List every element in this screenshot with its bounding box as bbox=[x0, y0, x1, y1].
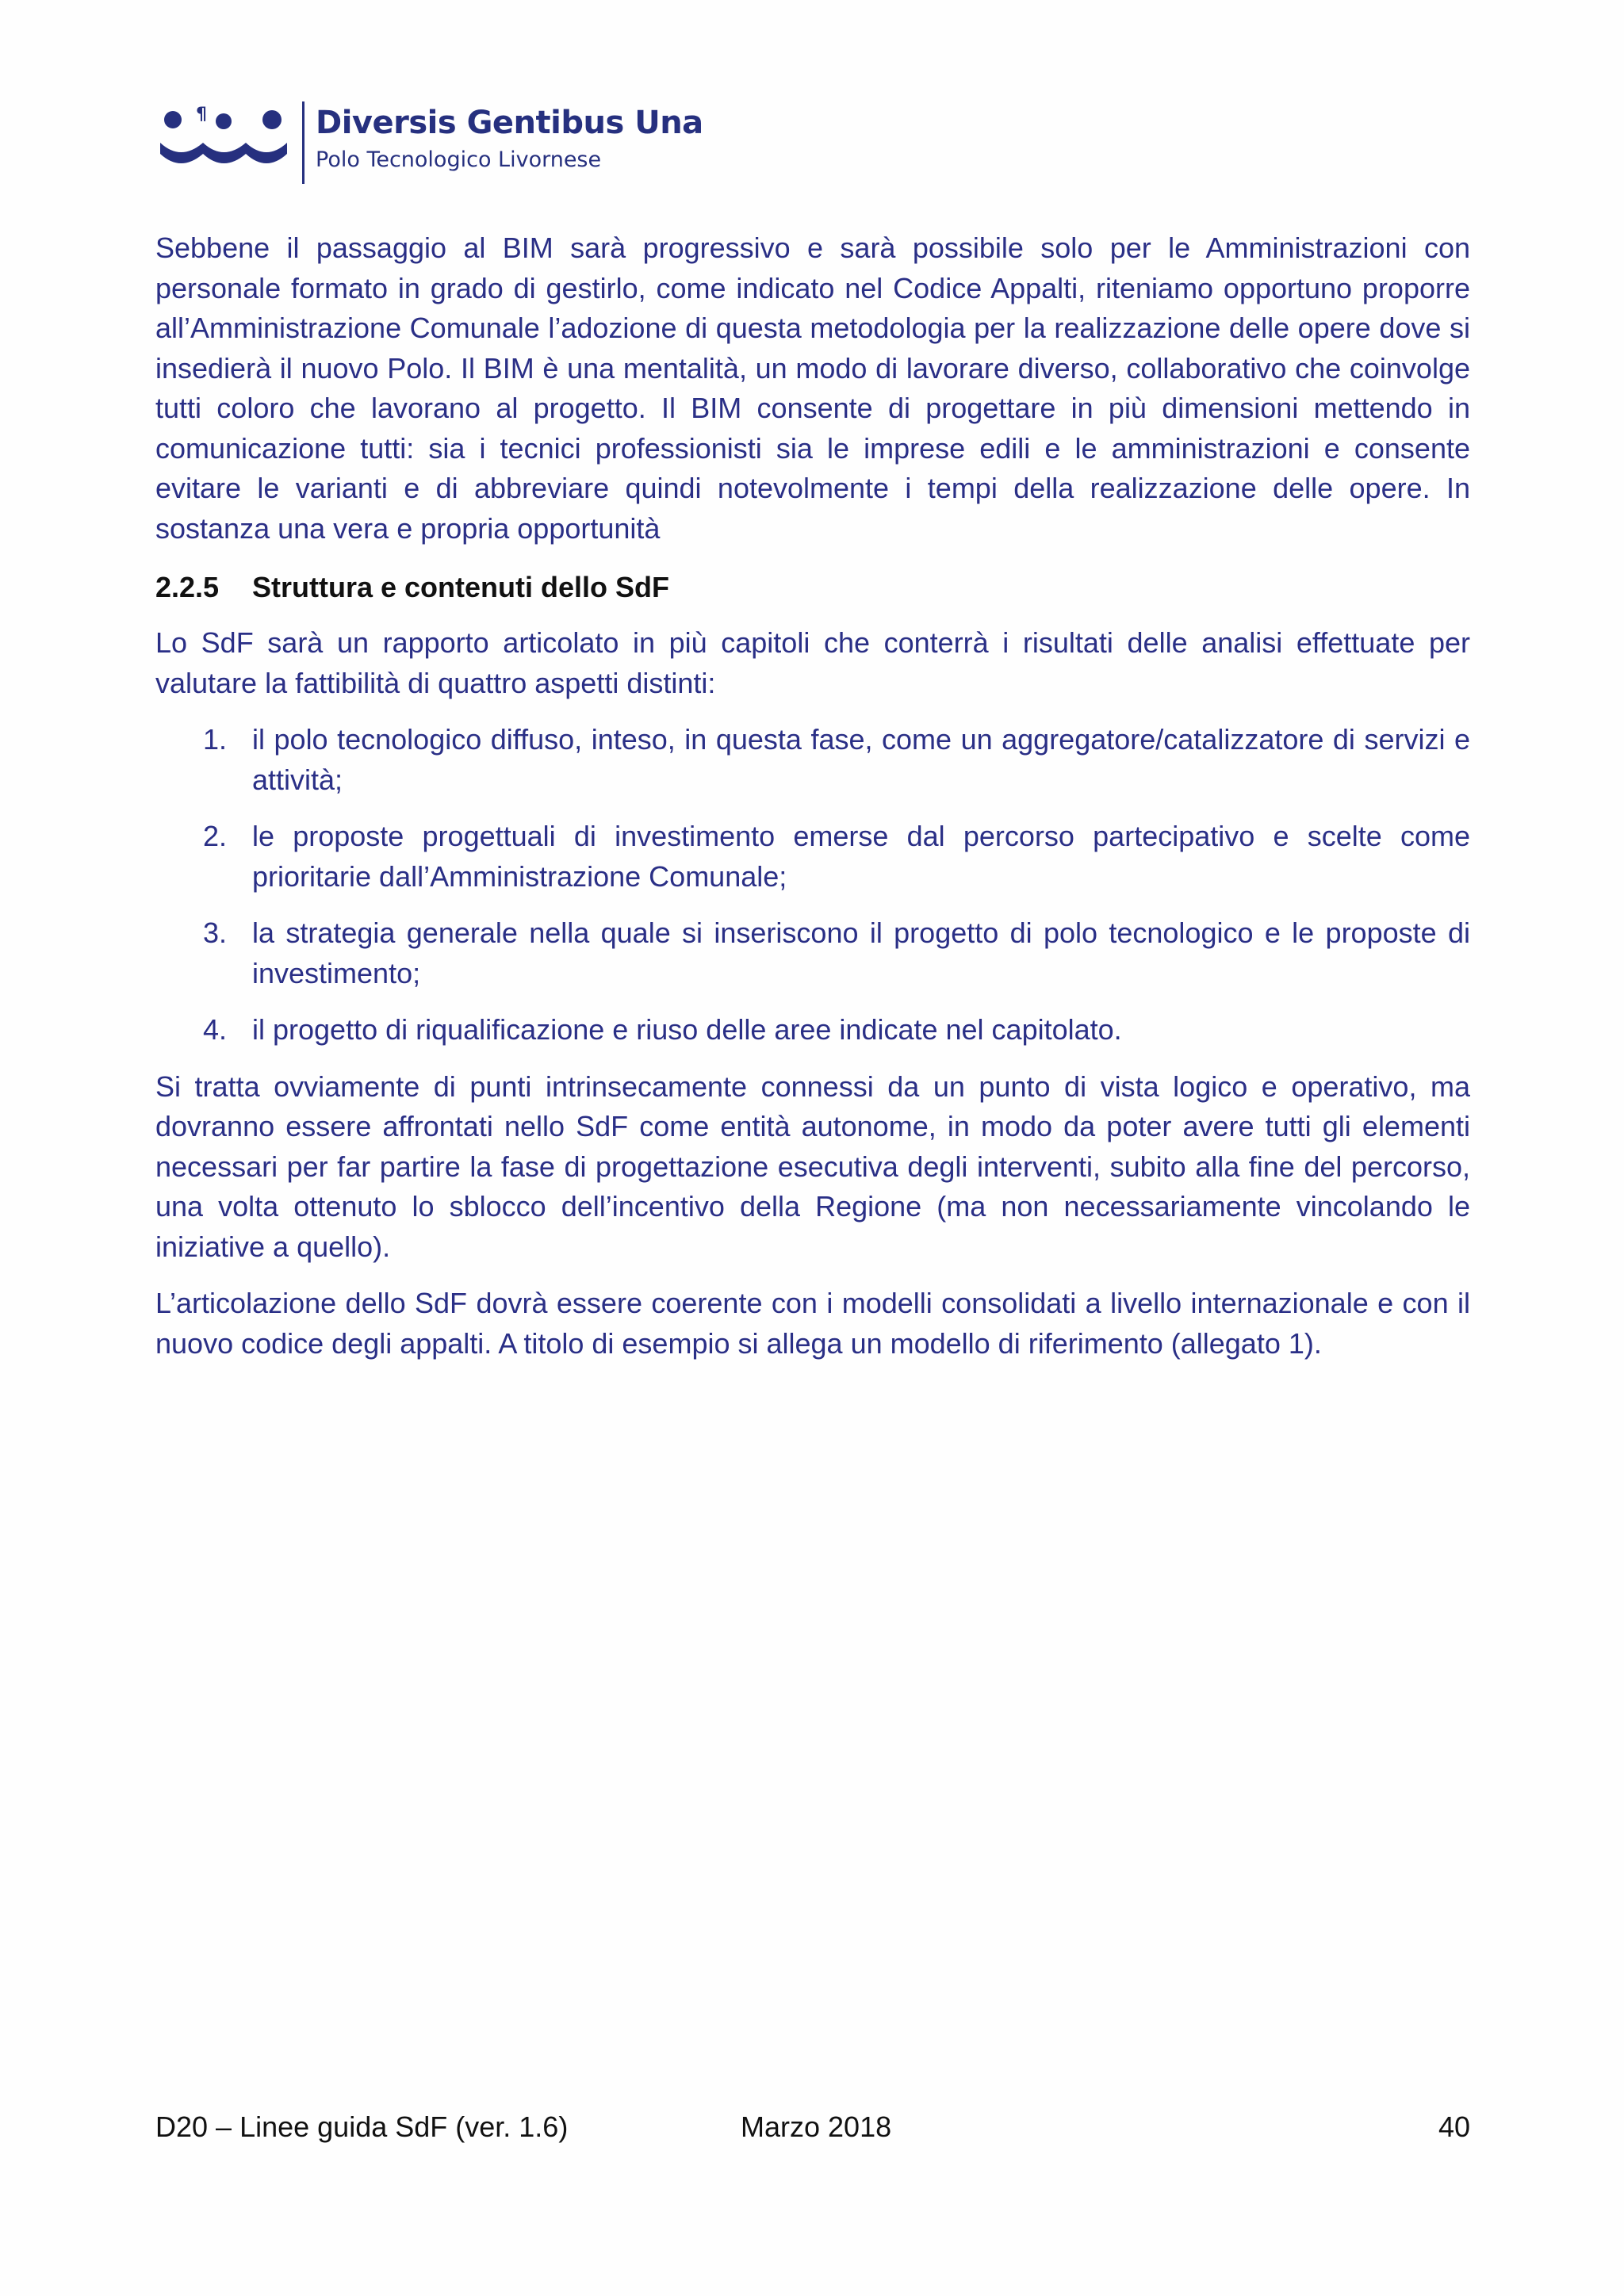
logo-icon bbox=[157, 103, 290, 176]
body-text bbox=[155, 228, 1470, 1380]
numbered-list bbox=[155, 720, 1470, 1050]
svg-text:¶: ¶ bbox=[196, 105, 207, 124]
footer-document-title: D20 – Linee guida SdF (ver. 1.6) bbox=[155, 2110, 569, 2143]
logo-title: Diversis Gentibus Una bbox=[316, 105, 703, 141]
list-item-text: le proposte progettuali di investimento emerse dal percorso partecipativo e scelte come prioritarie dall’Amministrazione Comunale; bbox=[252, 820, 1470, 893]
section-number: 2.2.5 bbox=[155, 571, 220, 603]
list-marker: 3. bbox=[203, 916, 228, 949]
list-marker: 4. bbox=[203, 1013, 228, 1046]
list-item bbox=[155, 913, 1470, 993]
paragraph-connected-points: Si tratta ovviamente di punti intrinsecamente connessi da un punto di vista logico e operativo, ma dovranno essere affrontati nello SdF come entità autonome, in modo da poter avere tutti gli elementi necessari per far partire la fase di progettazione esecutiva degli interventi, subito alla fine del percorso, una volta ottenuto lo sblocco dell’incentivo della Regione (ma non necessariamente vincolando le iniziative a quello). bbox=[155, 1070, 1470, 1263]
logo-divider bbox=[302, 101, 304, 184]
footer-date: Marzo 2018 bbox=[741, 2110, 892, 2143]
list-item-text: il progetto di riqualificazione e riuso delle aree indicate nel capitolato. bbox=[252, 1013, 1122, 1046]
paragraph-intro: Lo SdF sarà un rapporto articolato in più capitoli che conterrà i risultati delle analisi effettuate per valutare la fattibilità di quattro aspetti distinti: bbox=[155, 626, 1470, 699]
paragraph-bim: Sebbene il passaggio al BIM sarà progressivo e sarà possibile solo per le Amministrazioni con personale formato in grado di gestirlo, come indicato nel Codice Appalti, riteniamo opportuno proporre all’Amministrazione Comunale l’adozione di questa metodologia per la realizzazione delle opere dove si insedierà il nuovo Polo. Il BIM è una mentalità, un modo di lavorare diverso, collaborativo che coinvolge tutti coloro che lavorano al progetto. Il BIM consente di progettare in più dimensioni mettendo in comunicazione tutti: sia i tecnici professionisti sia le imprese edili e le amministrazioni e consente evitare le varianti e di abbreviare quindi notevolmente i tempi della realizzazione delle opere. In sostanza una vera e propria opportunità bbox=[155, 232, 1470, 545]
paragraph-articolazione: L’articolazione dello SdF dovrà essere coerente con i modelli consolidati a livello internazionale e con il nuovo codice degli appalti. A titolo di esempio si allega un modello di riferimento (allegato 1). bbox=[155, 1287, 1470, 1360]
list-item-text: il polo tecnologico diffuso, inteso, in questa fase, come un aggregatore/catalizzatore di servizi e attività; bbox=[252, 723, 1470, 796]
page-number: 40 bbox=[1438, 2110, 1470, 2143]
list-item bbox=[155, 720, 1470, 800]
list-item bbox=[155, 817, 1470, 897]
list-item bbox=[155, 1010, 1470, 1050]
list-item-text: la strategia generale nella quale si inseriscono il progetto di polo tecnologico e le proposte di investimento; bbox=[252, 916, 1470, 989]
page-header bbox=[157, 98, 871, 186]
section-heading bbox=[155, 568, 1470, 607]
list-marker: 1. bbox=[203, 723, 228, 756]
page-footer bbox=[155, 2107, 1470, 2147]
list-marker: 2. bbox=[203, 820, 228, 852]
section-title: Struttura e contenuti dello SdF bbox=[252, 571, 670, 603]
logo-subtitle: Polo Tecnologico Livornese bbox=[316, 147, 602, 172]
